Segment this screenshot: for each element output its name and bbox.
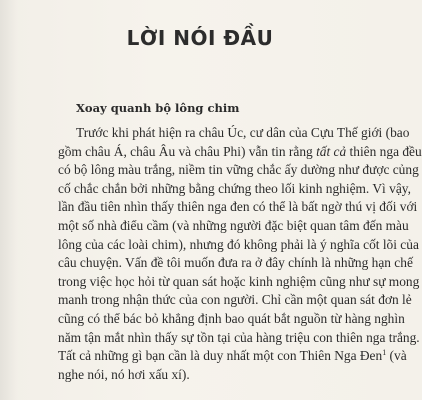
text-segment: trong việc học hỏi từ quan sát hoặc kinh nghiệm cũng như sự mong — [58, 273, 420, 289]
text-line — [58, 217, 409, 236]
text-line — [58, 291, 412, 310]
text-line — [58, 143, 422, 162]
text-segment: (và — [386, 348, 407, 364]
text-segment: Tất cả những gì bạn cần là duy nhất một con Thiên Nga Đen — [58, 348, 383, 364]
text-line — [58, 273, 420, 292]
text-line — [58, 310, 405, 329]
text-segment: gồm châu Á, châu Âu và châu Phi) vẫn tin rằng — [58, 143, 317, 159]
text-segment: có bộ lông màu trắng, niềm tin vững chắc ấy dường như được củng — [58, 162, 419, 178]
text-segment: thiên nga đều — [346, 143, 422, 159]
text-line — [58, 329, 420, 348]
text-segment: lần đầu tiên nhìn thấy thiên nga đen có thể là bất ngờ thú vị đối với — [58, 199, 418, 215]
text-segment: lông của các loài chim), nhưng đó không phải là ý nghĩa cốt lõi của — [58, 236, 419, 252]
text-line — [58, 366, 390, 385]
text-segment: cũng có thể bác bỏ khẳng định bao quát bắt nguồn từ hàng nghìn — [58, 310, 405, 326]
text-line — [58, 124, 410, 143]
footnote-marker[interactable]: 1 — [382, 348, 387, 358]
text-segment: manh trong nhận thức của con người. Chỉ cần một quan sát đơn lẻ — [58, 292, 412, 308]
section-heading: Xoay quanh bộ lông chim — [76, 101, 240, 115]
text-segment: năm tận mắt nhìn thấy sự tồn tại của hàng triệu con thiên nga trắng. — [58, 329, 420, 345]
text-line — [58, 347, 407, 366]
text-segment: một số nhà điểu cầm (và những người đặc biệt quan tâm đến màu — [58, 217, 409, 233]
body-paragraph — [58, 124, 422, 384]
text-line — [58, 161, 419, 180]
text-line — [58, 180, 411, 199]
page-gutter-shadow — [0, 0, 18, 400]
text-line — [58, 236, 419, 255]
text-segment: câu chuyện. Vấn đề tôi muốn đưa ra ở đây chính là những hạn chế — [58, 255, 413, 271]
text-line — [58, 254, 413, 273]
text-line — [58, 198, 418, 217]
text-segment: nghe nói, nó hơi xấu xí). — [58, 366, 190, 382]
text-segment: cố chắc chắn bởi những bằng chứng theo lối kinh nghiệm. Vì vậy, — [58, 180, 411, 196]
text-segment: Trước khi phát hiện ra châu Úc, cư dân của Cựu Thế giới (bao — [76, 125, 410, 140]
emphasized-text: tất cả — [316, 143, 347, 159]
chapter-title: LỜI NÓI ĐẦU — [126, 26, 274, 50]
